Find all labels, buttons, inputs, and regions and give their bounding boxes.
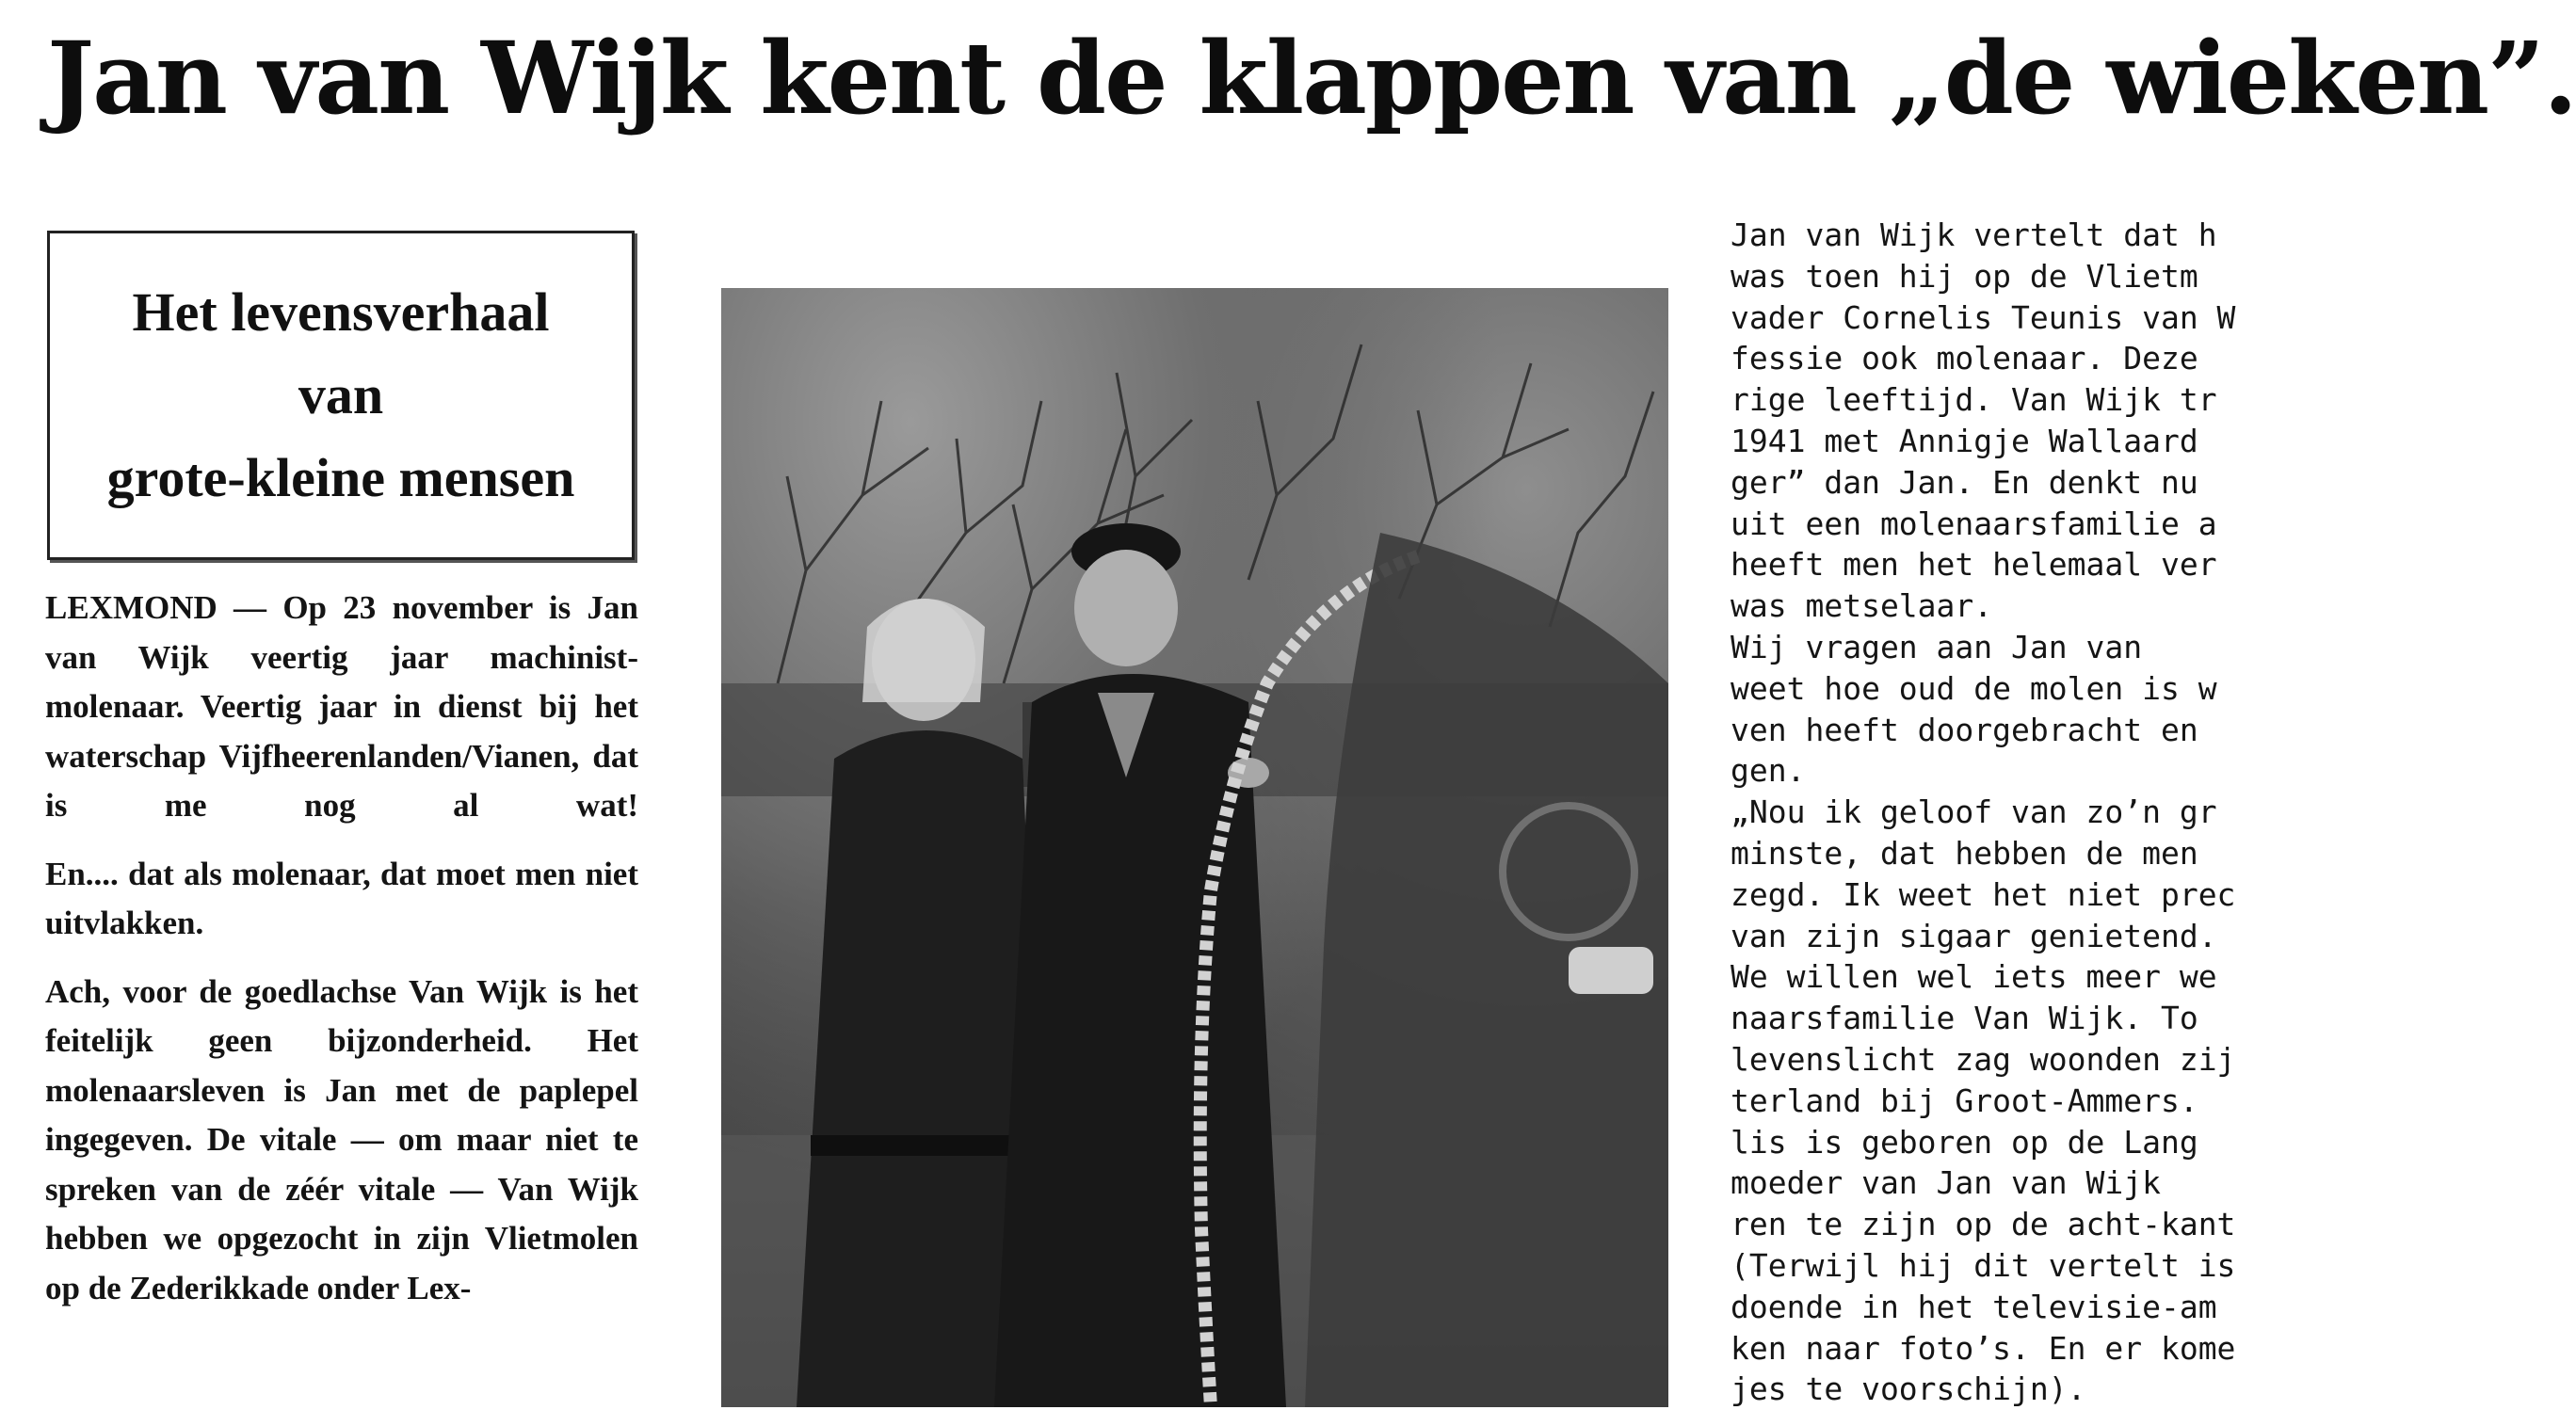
right-line: rige leeftijd. Van Wijk tr	[1731, 381, 2217, 419]
right-line: naarsfamilie Van Wijk. To	[1731, 1000, 2198, 1037]
right-line: weet hoe oud de molen is w	[1731, 669, 2217, 707]
right-line: 1941 met Annigje Wallaard	[1731, 422, 2198, 459]
right-line: lis is geboren op de Lang	[1731, 1123, 2198, 1161]
series-kicker-box	[47, 231, 635, 560]
right-line: ger” dan Jan. En denkt nu	[1731, 463, 2198, 501]
kicker-line-3: grote-kleine mensen	[106, 447, 575, 508]
right-line: levenslicht zag woonden zij	[1731, 1040, 2236, 1078]
right-line: van zijn sigaar genietend.	[1731, 917, 2217, 954]
kicker-line-2: van	[298, 364, 384, 425]
right-line: Wij vragen aan Jan van	[1731, 628, 2143, 665]
right-line: ren te zijn op de acht-kant	[1731, 1206, 2236, 1243]
right-line: moeder van Jan van Wijk	[1731, 1164, 2161, 1202]
right-line: fessie ook molenaar. Deze	[1731, 340, 2198, 377]
lead-paragraph-1: LEXMOND — Op 23 november is Jan van Wijk veertig jaar machinist-molenaar. Veertig jaar in dienst bij het waterschap Vijfheerenlanden/Vianen, dat is me nog al wat!	[45, 589, 638, 824]
right-line: minste, dat hebben de men	[1731, 834, 2198, 872]
right-line: „Nou ik geloof van zo’n gr	[1731, 793, 2217, 831]
right-line: ken naar foto’s. En er kome	[1731, 1329, 2236, 1367]
right-line: heeft men het helemaal ver	[1731, 546, 2217, 584]
photo-couple-at-windmill	[721, 288, 1668, 1407]
right-line: Jan van Wijk vertelt dat h	[1731, 216, 2217, 253]
photo-illustration	[721, 288, 1668, 1407]
right-line: ven heeft doorgebracht en	[1731, 711, 2198, 748]
lead-paragraph-2: En.... dat als molenaar, dat moet men niet uitvlakken.	[45, 855, 638, 941]
right-line: was metselaar.	[1731, 587, 1993, 625]
right-line: terland bij Groot-Ammers.	[1731, 1082, 2198, 1119]
right-line: gen.	[1731, 752, 1806, 790]
headline: Jan van Wijk kent de klappen van „de wieken”.	[47, 19, 2576, 136]
right-line: was toen hij op de Vlietm	[1731, 257, 2198, 295]
right-line: zegd. Ik weet het niet prec	[1731, 875, 2236, 913]
lead-column	[45, 584, 638, 1332]
man-figure	[994, 523, 1286, 1407]
right-line: We willen wel iets meer we	[1731, 958, 2217, 996]
right-column	[1731, 215, 2258, 1410]
lead-paragraph-3: Ach, voor de goedlachse Van Wijk is het feitelijk geen bijzonderheid. Het molenaarsleven is Jan met de paplepel ingegeven. De vitale — om maar niet te spreken van de zéér vitale — Van Wijk hebben we opgezocht in zijn Vlietmolen op de Zederikkade onder Lex-	[45, 972, 638, 1306]
right-line: uit een molenaarsfamilie a	[1731, 505, 2217, 542]
right-line: doende in het televisie-am	[1731, 1288, 2217, 1325]
right-line: vader Cornelis Teunis van W	[1731, 298, 2236, 336]
right-line: (Terwijl hij dit vertelt is	[1731, 1246, 2236, 1284]
right-line: jes te voorschijn).	[1731, 1370, 2086, 1408]
kicker-line-1: Het levensverhaal	[132, 281, 550, 343]
